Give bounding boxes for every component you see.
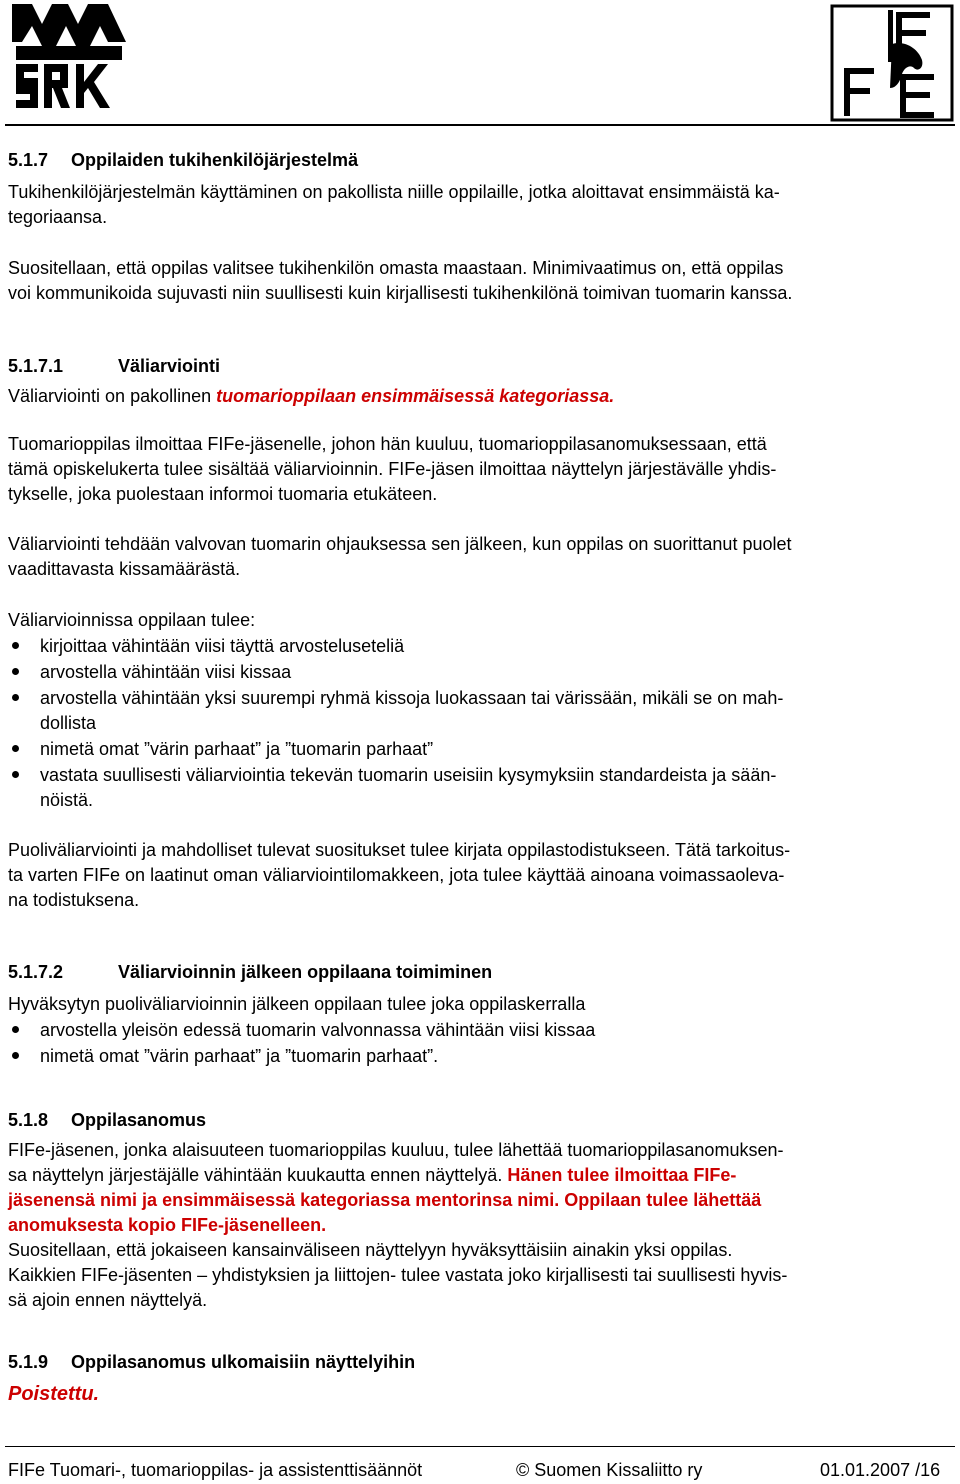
footer-date-page: 01.01.2007 /16 xyxy=(820,1460,941,1480)
bullet-icon xyxy=(12,771,19,778)
heading-5-1-7: 5.1.7 Oppilaiden tukihenkilöjärjestelmä xyxy=(8,150,359,170)
list-item: nimetä omat ”värin parhaat” ja ”tuomarin parhaat”. xyxy=(0,1044,952,1069)
heading-5-1-7-1: 5.1.7.1 Väliarviointi xyxy=(8,356,221,376)
list-item: arvostella vähintään viisi kissaa xyxy=(0,660,952,685)
bullet-icon xyxy=(12,745,19,752)
heading-5-1-8: 5.1.8 Oppilasanomus xyxy=(8,1110,207,1130)
paragraph: Väliarviointi on pakollinen tuomarioppilaan ensimmäisessä kategoriassa. xyxy=(8,386,615,406)
srk-logo xyxy=(8,2,130,114)
bullet-icon xyxy=(12,694,19,701)
list-item: nimetä omat ”värin parhaat” ja ”tuomarin parhaat” xyxy=(0,737,952,762)
paragraph: Puoliväliarviointi ja mahdolliset tulevat suositukset tulee kirjata oppilastodistukseen. Tätä tarkoitus- ta varten FIFe on laatinut oman väliarviointilomakkeen, jota tulee käyttää ainoana voimassaoleva- na todistuksena. xyxy=(8,840,791,910)
bullet-icon xyxy=(12,642,19,649)
paragraph: Tuomarioppilas ilmoittaa FIFe-jäsenelle, johon hän kuuluu, tuomarioppilasanomuksessaan, että tämä opiskelukerta tulee sisältää väliarvioinnin. FIFe-jäsen ilmoittaa näyttelyn järjestävälle yhdis- tykselle, joka puolestaan informoi tuomaria etukäteen. xyxy=(8,434,777,504)
list-item: arvostella vähintään yksi suurempi ryhmä kissoja luokassaan tai värissään, mikäli se on mah- dollista xyxy=(0,686,952,736)
paragraph: Väliarviointi tehdään valvovan tuomarin ohjauksessa sen jälkeen, kun oppilas on suorittanut puolet vaadittavasta kissamäärästä. xyxy=(8,534,792,579)
bullet-icon xyxy=(12,668,19,675)
paragraph: Hyväksytyn puoliväliarvioinnin jälkeen oppilaan tulee joka oppilaskerralla xyxy=(8,994,586,1014)
heading-5-1-9: 5.1.9 Oppilasanomus ulkomaisiin näyttelyihin xyxy=(8,1352,416,1372)
list-intro: Väliarvioinnissa oppilaan tulee: xyxy=(8,610,256,630)
footer-title: FIFe Tuomari-, tuomarioppilas- ja assistenttisäännöt xyxy=(8,1460,423,1480)
list-item: vastata suullisesti väliarviointia tekevän tuomarin useisiin kysymyksiin standardeista ja sään- nöistä. xyxy=(0,763,952,813)
paragraph: Tukihenkilöjärjestelmän käyttäminen on pakollista niille oppilaille, jotka aloittavat ensimmäistä ka- tegoriaansa. xyxy=(8,182,780,227)
bullet-list xyxy=(0,634,952,814)
bullet-list xyxy=(0,1018,952,1070)
paragraph: Suositellaan, että oppilas valitsee tukihenkilön omasta maastaan. Minimivaatimus on, että oppilas voi kommunikoida sujuvasti niin suullisesti kuin kirjallisesti tukihenkilönä toimivan tuomarin kanssa. xyxy=(8,258,793,303)
footer-rule xyxy=(5,1446,955,1447)
paragraph: FIFe-jäsenen, jonka alaisuuteen tuomarioppilas kuuluu, tulee lähettää tuomarioppilasanomuksen- sa näyttelyn järjestäjälle vähintään kuukautta ennen näyttelyä. Hänen tulee ilmoittaa FIFe- jäsenensä nimi ja ensimmäisessä kategoriassa mentorinsa nimi. Oppilaan tulee lähettää anomuksesta kopio FIFe-jäsenelleen. Suositellaan, että jokaiseen kansainväliseen näyttelyyn hyväksyttäisiin ainakin yksi oppilas. Kaikkien FIFe-jäsenten – yhdistyksien ja liittojen- tulee vastata joko kirjallisesti tai suullisesti hyvis- sä ajoin ennen näyttelyä. xyxy=(8,1140,788,1310)
heading-5-1-7-2: 5.1.7.2 Väliarvioinnin jälkeen oppilaana toimiminen xyxy=(8,962,493,982)
list-item: arvostella yleisön edessä tuomarin valvonnassa vähintään viisi kissaa xyxy=(0,1018,952,1043)
fife-logo xyxy=(830,4,954,122)
header-rule xyxy=(5,124,955,126)
footer-copyright: © Suomen Kissaliitto ry xyxy=(516,1460,703,1480)
list-item: kirjoittaa vähintään viisi täyttä arvosteluseteliä xyxy=(0,634,952,659)
bullet-icon xyxy=(12,1052,19,1059)
removed-note: Poistettu. xyxy=(8,1383,100,1405)
bullet-icon xyxy=(12,1026,19,1033)
